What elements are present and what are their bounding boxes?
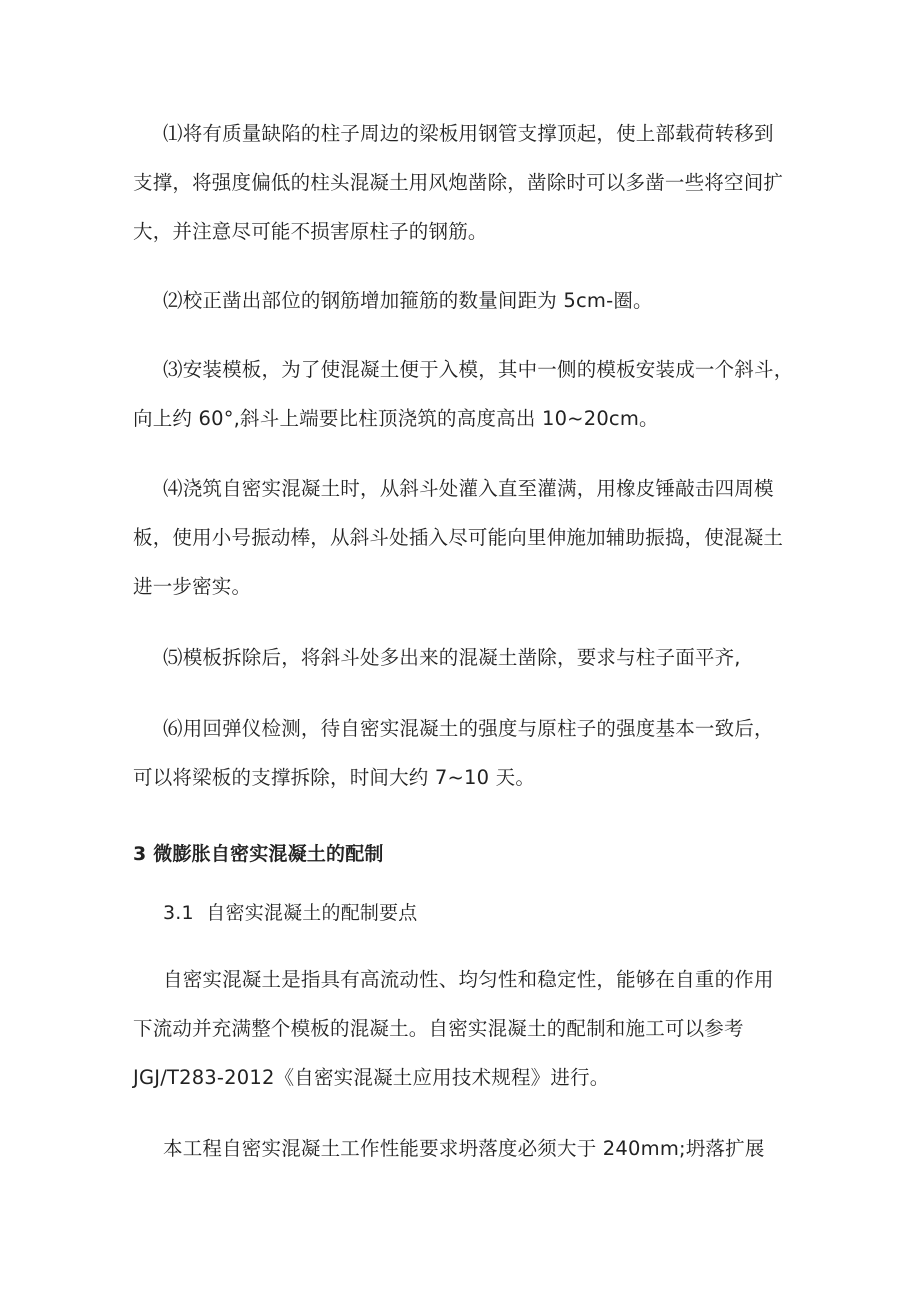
paragraph-7-line-2: 下流动并充满整个模板的混凝土。自密实混凝土的配制和施工可以参考 bbox=[133, 1017, 744, 1040]
paragraph-1-line-2: 支撑，将强度偏低的柱头混凝土用风炮凿除，凿除时可以多凿一些将空间扩 bbox=[133, 171, 784, 194]
paragraph-1-line-3: 大，并注意尽可能不损害原柱子的钢筋。 bbox=[133, 220, 488, 243]
paragraph-4-line-3: 进一步密实。 bbox=[133, 575, 252, 598]
paragraph-7-line-3: JGJ/T283-2012《自密实混凝土应用技术规程》进行。 bbox=[133, 1066, 610, 1089]
paragraph-6-line-2: 可以将梁板的支撑拆除，时间大约 7~10 天。 bbox=[133, 766, 536, 789]
paragraph-6-line-1: ⑹用回弹仪检测，待自密实混凝土的强度与原柱子的强度基本一致后， bbox=[163, 717, 774, 740]
paragraph-4-line-1: ⑷浇筑自密实混凝土时，从斜斗处灌入直至灌满，用橡皮锤敲击四周模 bbox=[163, 477, 774, 500]
paragraph-3-line-2: 向上约 60°,斜斗上端要比柱顶浇筑的高度高出 10~20cm。 bbox=[133, 407, 659, 430]
paragraph-4-line-2: 板，使用小号振动棒，从斜斗处插入尽可能向里伸施加辅助振捣，使混凝土 bbox=[133, 526, 784, 549]
paragraph-7-line-1: 自密实混凝土是指具有高流动性、均匀性和稳定性，能够在自重的作用 bbox=[163, 968, 774, 991]
paragraph-2-line-1: ⑵校正凿出部位的钢筋增加箍筋的数量间距为 5cm-圈。 bbox=[163, 289, 653, 312]
subsection-heading: 3.1 自密实混凝土的配制要点 bbox=[163, 902, 418, 924]
paragraph-3-line-1: ⑶安装模板，为了使混凝土便于入模，其中一侧的模板安装成一个斜斗， bbox=[163, 358, 794, 381]
paragraph-8-line-1: 本工程自密实混凝土工作性能要求坍落度必须大于 240mm;坍落扩展 bbox=[163, 1137, 765, 1160]
paragraph-5-line-1: ⑸模板拆除后，将斜斗处多出来的混凝土凿除，要求与柱子面平齐, bbox=[163, 646, 741, 669]
paragraph-1-line-1: ⑴将有质量缺陷的柱子周边的梁板用钢管支撑顶起，使上部载荷转移到 bbox=[163, 122, 774, 145]
section-heading: 3 微膨胀自密实混凝土的配制 bbox=[133, 843, 384, 865]
